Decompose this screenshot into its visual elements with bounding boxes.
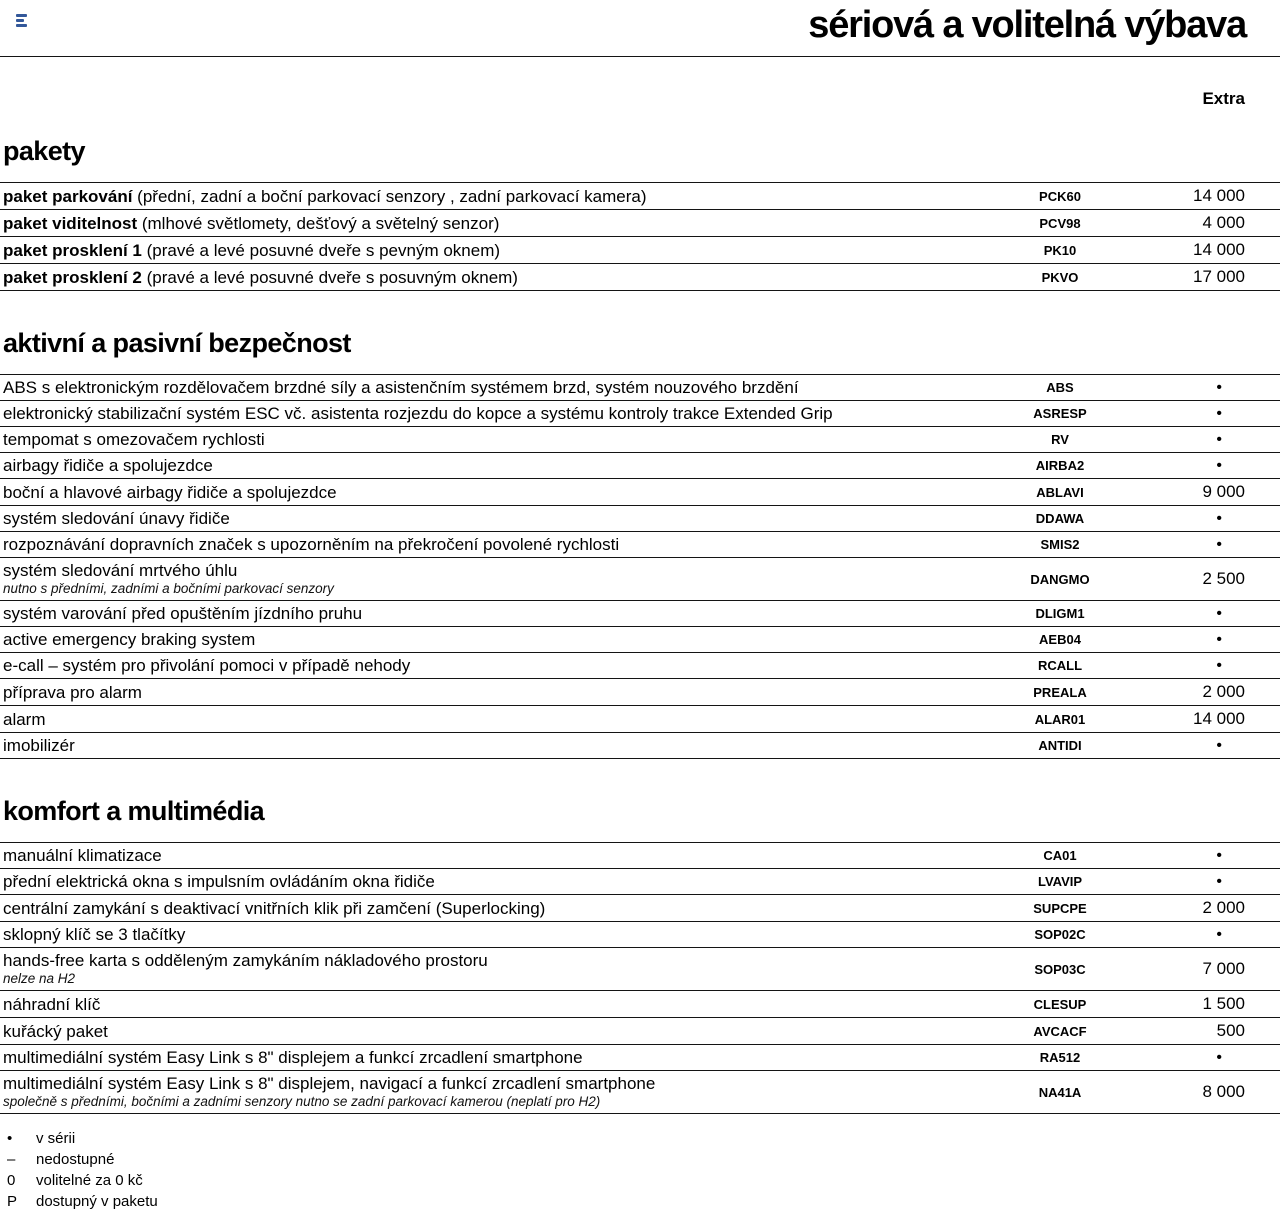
table-row [0, 210, 1280, 237]
row-description [0, 1045, 990, 1070]
row-price-value: 2 000 [1202, 682, 1245, 701]
page-header [0, 0, 1280, 57]
row-description-rest: multimediální systém Easy Link s 8" displejem a funkcí zrcadlení smartphone [3, 1048, 583, 1067]
table-row [0, 601, 1280, 627]
row-description [0, 211, 990, 236]
row-description-rest: systém varování před opuštěním jízdního pruhu [3, 604, 363, 623]
table-row [0, 558, 1280, 601]
row-description-rest: systém sledování mrtvého úhlu [3, 561, 238, 580]
row-price-value: • [1216, 509, 1222, 527]
row-description-rest: multimediální systém Easy Link s 8" displejem, navigací a funkcí zrcadlení smartphone [3, 1074, 656, 1093]
table-row [0, 653, 1280, 679]
row-description-text [3, 561, 990, 580]
row-description [0, 869, 990, 894]
row-description-text [3, 710, 990, 729]
legend [0, 1128, 1280, 1212]
row-description-text [3, 683, 990, 702]
row-price-value: 14 000 [1193, 709, 1245, 728]
row-price-value: • [1216, 1048, 1222, 1066]
section-title: pakety [3, 136, 85, 166]
table-row [0, 869, 1280, 895]
row-description-rest: systém sledování únavy řidiče [3, 509, 230, 528]
row-price-value: • [1216, 630, 1222, 648]
row-option-code: DANGMO [1030, 571, 1090, 587]
row-note: společně s předními, bočními a zadními senzory nutno se zadní parkovací kamerou (neplatí pro H2) [3, 1094, 601, 1109]
row-option-code: AVCACF [1033, 1023, 1087, 1039]
table-row [0, 264, 1280, 291]
row-price-value: 2 500 [1202, 569, 1245, 588]
row-description [0, 427, 990, 452]
table-row [0, 1018, 1280, 1045]
row-price-value: • [1216, 378, 1222, 396]
row-description [0, 948, 990, 990]
row-description-text [3, 509, 990, 528]
legend-symbol: 0 [7, 1172, 16, 1189]
row-description-rest: boční a hlavové airbagy řidiče a spolujezdce [3, 482, 337, 502]
row-description-rest: příprava pro alarm [3, 682, 142, 702]
row-description [0, 680, 990, 705]
row-description-text [3, 736, 990, 755]
row-description-rest: (pravé a levé posuvné dveře s posuvným oknem) [141, 267, 518, 287]
row-option-code: DLIGM1 [1035, 606, 1085, 621]
row-option-code: ALAR01 [1034, 711, 1086, 727]
section-title: aktivní a pasivní bezpečnost [3, 328, 351, 358]
row-description-bold: paket prosklení 1 [3, 240, 142, 260]
row-description-text [3, 456, 990, 475]
table-row [0, 922, 1280, 948]
row-price-value: • [1216, 656, 1222, 674]
row-description [0, 627, 990, 652]
row-description [0, 506, 990, 531]
row-description-rest: náhradní klíč [3, 994, 101, 1014]
row-description-bold: paket parkování [3, 186, 133, 206]
row-description-text [3, 214, 990, 233]
row-description [0, 843, 990, 868]
section [0, 327, 1280, 759]
row-price-value: 14 000 [1193, 240, 1245, 259]
table-row [0, 706, 1280, 733]
row-description-rest: alarm [3, 709, 46, 729]
row-description-text [3, 951, 990, 970]
legend-symbol: • [7, 1130, 13, 1147]
row-description [0, 601, 990, 626]
page-title: sériová a volitelná výbava [808, 4, 1246, 46]
row-note: nelze na H2 [3, 971, 76, 986]
row-option-code: AIRBA2 [1035, 458, 1085, 473]
table-row [0, 1071, 1280, 1114]
row-option-code: SOP03C [1034, 961, 1086, 977]
row-description [0, 707, 990, 732]
row-description-rest: (přední, zadní a boční parkovací senzory , zadní parkovací kamera) [132, 186, 647, 206]
row-description-rest: tempomat s omezovačem rychlosti [3, 430, 265, 449]
row-description-text [3, 872, 990, 891]
row-price-value: 500 [1216, 1021, 1245, 1040]
table-row [0, 375, 1280, 401]
row-description-text [3, 995, 990, 1014]
row-price-value: • [1216, 872, 1222, 890]
row-price-value: 1 500 [1202, 994, 1245, 1013]
menu-icon-bar [16, 14, 27, 17]
legend-symbol: P [7, 1193, 18, 1210]
row-option-code: RA512 [1039, 1050, 1081, 1065]
column-header-extra: Extra [1202, 89, 1245, 108]
row-description-text [3, 630, 990, 649]
menu-icon-bar [16, 24, 27, 27]
row-price-value: • [1216, 404, 1222, 422]
row-price-value: • [1216, 535, 1222, 553]
table-row [0, 237, 1280, 264]
row-description-text [3, 1074, 990, 1093]
row-option-code: SOP02C [1034, 927, 1086, 942]
row-description-bold: paket prosklení 2 [3, 267, 142, 287]
legend-label: nedostupné [36, 1151, 115, 1168]
row-option-code: NA41A [1038, 1084, 1082, 1100]
row-description-rest: přední elektrická okna s impulsním ovládáním okna řidiče [3, 872, 435, 891]
row-option-code: AEB04 [1039, 632, 1081, 647]
table-row [0, 679, 1280, 706]
menu-icon[interactable] [16, 14, 27, 27]
row-description-rest: elektronický stabilizační systém ESC vč. asistenta rozjezdu do kopce a systému kontroly trakce Extended Grip [3, 404, 833, 423]
row-option-code: PCV98 [1039, 215, 1081, 231]
row-note: nutno s předními, zadními a bočními parkovací senzory [3, 581, 334, 596]
row-description [0, 532, 990, 557]
row-description-text [3, 535, 990, 554]
section-rows [0, 182, 1280, 291]
row-description [0, 992, 990, 1017]
row-option-code: RCALL [1037, 658, 1083, 673]
row-option-code: PREALA [1033, 684, 1087, 700]
table-row [0, 427, 1280, 453]
row-description-text [3, 268, 990, 287]
row-description-rest: centrální zamykání s deaktivací vnitřních klik při zamčení (Superlocking) [3, 898, 546, 918]
row-option-code: SMIS2 [1040, 537, 1080, 552]
section [0, 795, 1280, 1114]
row-description [0, 1019, 990, 1044]
row-description [0, 375, 990, 400]
row-price-value: • [1216, 736, 1222, 754]
legend-item [7, 1149, 1280, 1170]
row-description-text [3, 241, 990, 260]
row-description [0, 480, 990, 505]
row-option-code: PKVO [1041, 269, 1079, 285]
table-row [0, 1045, 1280, 1071]
row-description [0, 453, 990, 478]
row-option-code: ASRESP [1033, 406, 1087, 421]
row-description-rest: active emergency braking system [3, 630, 256, 649]
row-price-value: 8 000 [1202, 1082, 1245, 1101]
row-description-text [3, 846, 990, 865]
row-description [0, 184, 990, 209]
row-price-value: 9 000 [1202, 482, 1245, 501]
legend-item [7, 1170, 1280, 1191]
legend-label: dostupný v paketu [36, 1193, 158, 1210]
table-row [0, 895, 1280, 922]
row-option-code: PCK60 [1039, 188, 1081, 204]
row-description-rest: (mlhové světlomety, dešťový a světelný senzor) [137, 213, 500, 233]
table-row [0, 479, 1280, 506]
row-description-rest: rozpoznávání dopravních značek s upozorněním na překročení povolené rychlosti [3, 535, 620, 554]
row-description [0, 401, 990, 426]
row-option-code: LVAVIP [1037, 874, 1083, 889]
row-price-value: • [1216, 846, 1222, 864]
row-description-text [3, 1048, 990, 1067]
row-description-text [3, 604, 990, 623]
row-price-value: 4 000 [1202, 213, 1245, 232]
row-description-text [3, 899, 990, 918]
table-row [0, 948, 1280, 991]
table-row [0, 733, 1280, 759]
row-price-value: • [1216, 604, 1222, 622]
row-description-text [3, 1022, 990, 1041]
section-rows [0, 374, 1280, 759]
row-option-code: ABLAVI [1036, 484, 1084, 500]
equipment-sections [0, 135, 1280, 1114]
legend-symbol: – [7, 1151, 16, 1168]
row-option-code: CA01 [1043, 848, 1077, 863]
row-description-rest: kuřácký paket [3, 1021, 108, 1041]
menu-icon-bar [16, 19, 24, 22]
legend-item [7, 1191, 1280, 1212]
row-option-code: RV [1051, 432, 1069, 447]
section-rows [0, 842, 1280, 1114]
table-row [0, 183, 1280, 210]
table-row [0, 506, 1280, 532]
table-row [0, 401, 1280, 427]
row-description-rest: airbagy řidiče a spolujezdce [3, 456, 213, 475]
table-row [0, 453, 1280, 479]
row-description [0, 1071, 990, 1113]
table-row [0, 843, 1280, 869]
row-price-value: 17 000 [1193, 267, 1245, 286]
row-description [0, 922, 990, 947]
row-option-code: PK10 [1043, 242, 1077, 258]
legend-label: v sérii [36, 1130, 76, 1147]
row-price-value: • [1216, 430, 1222, 448]
row-description-bold: paket viditelnost [3, 213, 138, 233]
row-description [0, 238, 990, 263]
row-description [0, 896, 990, 921]
row-description [0, 653, 990, 678]
row-description-text [3, 430, 990, 449]
row-option-code: SUPCPE [1033, 900, 1087, 916]
row-description-rest: hands-free karta s odděleným zamykáním nákladového prostoru [3, 951, 488, 970]
row-price-value: 14 000 [1193, 186, 1245, 205]
row-description-text [3, 483, 990, 502]
row-description-rest: e-call – systém pro přivolání pomoci v případě nehody [3, 656, 411, 675]
legend-item [7, 1128, 1280, 1149]
row-price-value: • [1216, 456, 1222, 474]
row-price-value: 7 000 [1202, 959, 1245, 978]
row-description-text [3, 925, 990, 944]
row-option-code: CLESUP [1033, 996, 1087, 1012]
row-option-code: ABS [1046, 380, 1074, 395]
section [0, 135, 1280, 291]
row-description-text [3, 404, 990, 423]
row-description [0, 558, 990, 600]
row-option-code: ANTIDI [1038, 738, 1082, 753]
row-description-text [3, 656, 990, 675]
row-price-value: • [1216, 925, 1222, 943]
table-row [0, 627, 1280, 653]
row-description-rest: imobilizér [3, 736, 75, 755]
row-description [0, 265, 990, 290]
legend-label: volitelné za 0 kč [36, 1172, 143, 1189]
row-description-rest: ABS s elektronickým rozdělovačem brzdné síly a asistenčním systémem brzd, systém nouzového brzdění [3, 378, 799, 397]
row-option-code: DDAWA [1035, 511, 1085, 526]
row-description-rest: (pravé a levé posuvné dveře s pevným oknem) [141, 240, 501, 260]
row-description-text [3, 378, 990, 397]
row-description [0, 733, 990, 758]
table-row [0, 991, 1280, 1018]
row-description-text [3, 187, 990, 206]
row-description-rest: sklopný klíč se 3 tlačítky [3, 925, 186, 944]
table-row [0, 532, 1280, 558]
section-title: komfort a multimédia [3, 796, 265, 826]
row-description-rest: manuální klimatizace [3, 846, 162, 865]
row-price-value: 2 000 [1202, 898, 1245, 917]
